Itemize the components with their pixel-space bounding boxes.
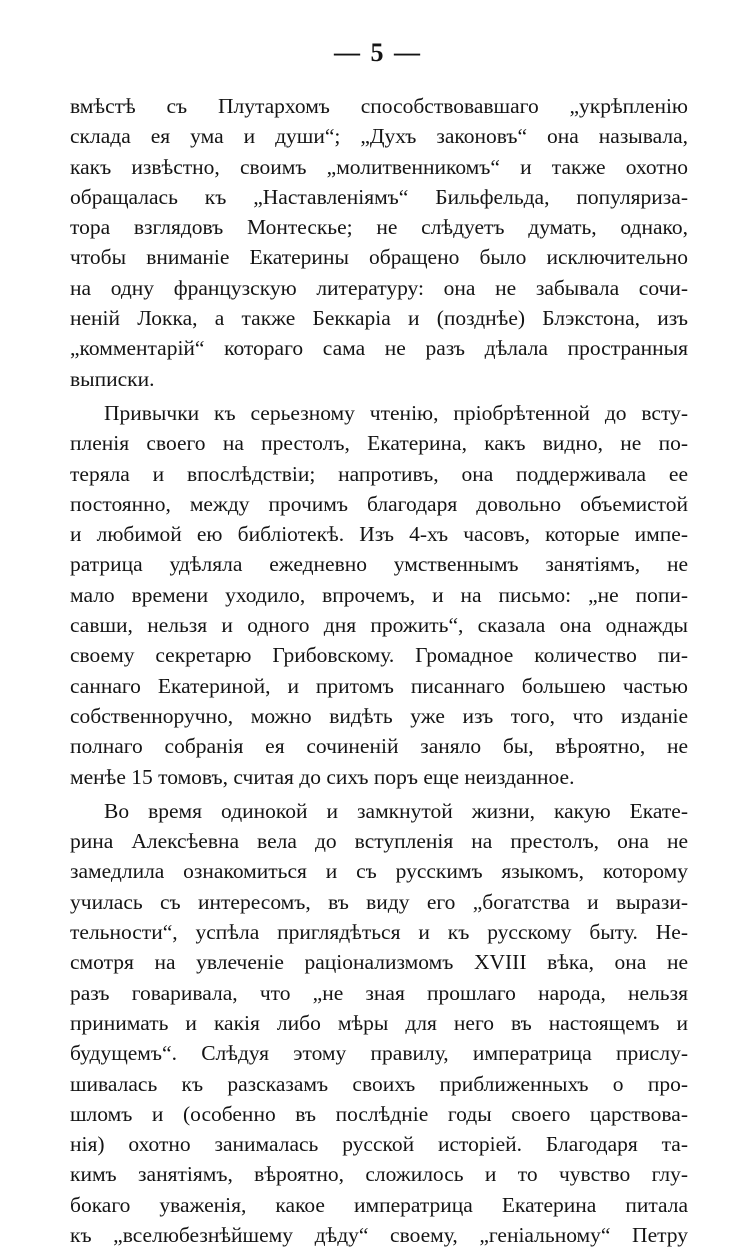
text-line: склада ея ума и души“; „Духъ законовъ“ она называла, <box>70 124 688 149</box>
text-line: принимать и какія либо мѣры для него въ настоящемъ и <box>70 1010 688 1035</box>
page-number: — 5 — <box>334 38 422 67</box>
text-line: пленія своего на престолъ, Екатерина, какъ видно, не по- <box>70 431 688 456</box>
text-line: чтобы вниманіе Екатерины обращено было исключительно <box>70 245 688 270</box>
text-line: рина Алексѣевна вела до вступленія на престолъ, она не <box>70 829 688 854</box>
text-line: саннаго Екатериной, и притомъ писаннаго большею частью <box>70 673 688 698</box>
text-line: обращалась къ „Наставленіямъ“ Бильфельда, популяриза- <box>70 184 688 209</box>
text-line: вмѣстѣ съ Плутархомъ способствовавшаго „укрѣпленію <box>70 94 688 118</box>
text-line: постоянно, между прочимъ благодаря довольно объемистой <box>70 491 688 516</box>
paragraph-3 <box>70 796 688 1250</box>
text-line: Привычки къ серьезному чтенію, пріобрѣтенной до всту- <box>104 400 688 425</box>
text-line: ратрица удѣляла ежедневно умственнымъ занятіямъ, не <box>70 552 688 577</box>
text-line: разъ говаривала, что „не зная прошлаго народа, нельзя <box>70 980 688 1005</box>
text-line: замедлила ознакомиться и съ русскимъ языкомъ, которому <box>70 859 688 884</box>
text-line: тельности“, успѣла приглядѣться и къ русскому быту. Не- <box>70 920 688 945</box>
paragraph-1 <box>70 91 688 394</box>
text-line: на одну французскую литературу: она не забывала сочи- <box>70 275 688 300</box>
text-line: бокаго уваженія, какое императрица Екатерина питала <box>70 1192 688 1217</box>
body-text <box>70 91 688 1250</box>
text-line: какъ извѣстно, своимъ „молитвенникомъ“ и также охотно <box>70 154 688 179</box>
paragraph-2 <box>70 398 688 792</box>
text-line: тора взглядовъ Монтескье; не слѣдуетъ думать, однако, <box>70 215 688 240</box>
text-line: къ „вселюбезнѣйшему дѣду“ своему, „геніальному“ Петру <box>70 1222 688 1247</box>
text-line: мало времени уходило, впрочемъ, и на письмо: „не попи- <box>70 582 688 607</box>
text-line: нія) охотно занималась русской исторіей. Благодаря та- <box>70 1132 688 1157</box>
text-line: собственноручно, можно видѣть уже изъ того, что изданіе <box>70 703 688 728</box>
text-line: шломъ и (особенно въ послѣдніе годы своего царствова- <box>70 1101 688 1126</box>
text-line: „комментарій“ котораго сама не разъ дѣлала пространныя <box>70 336 688 361</box>
text-line: менѣе 15 томовъ, считая до сихъ поръ еще неизданное. <box>70 764 575 789</box>
text-line: неній Локка, а также Беккаріа и (позднѣе) Блэкстона, изъ <box>70 306 688 331</box>
text-line: теряла и впослѣдствіи; напротивъ, она поддерживала ее <box>70 461 688 486</box>
text-line: смотря на увлеченіе раціонализмомъ XVIII вѣка, она не <box>70 950 688 975</box>
text-line: и любимой ею библіотекѣ. Изъ 4-хъ часовъ, которые импе- <box>70 522 688 547</box>
text-line: выписки. <box>70 366 155 391</box>
text-line: савши, нельзя и одного дня прожить“, сказала она однажды <box>70 613 688 638</box>
text-line: полнаго собранія ея сочиненій заняло бы, вѣроятно, не <box>70 734 688 759</box>
text-line: будущемъ“. Слѣдуя этому правилу, императрица прислу- <box>70 1041 688 1066</box>
text-line: кимъ занятіямъ, вѣроятно, сложилось и то чувство глу- <box>70 1162 688 1187</box>
text-line: своему секретарю Грибовскому. Громадное количество пи- <box>70 643 688 668</box>
text-line: Во время одинокой и замкнутой жизни, какую Екате- <box>104 798 688 823</box>
text-line: училась съ интересомъ, въ виду его „богатства и вырази- <box>70 889 688 914</box>
text-line: шивалась къ разсказамъ своихъ приближенныхъ о про- <box>70 1071 688 1096</box>
